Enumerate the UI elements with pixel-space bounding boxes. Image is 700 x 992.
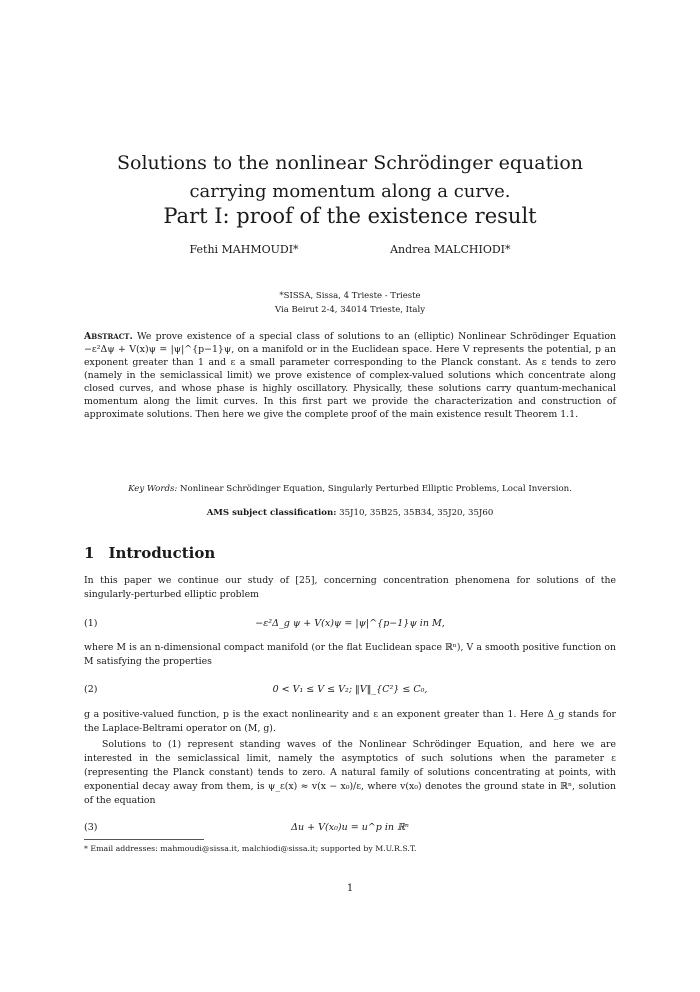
abstract: [84, 330, 616, 421]
footnote-rule: [84, 839, 204, 840]
author-1: Fethi MAHMOUDI*: [189, 243, 299, 256]
abstract-text: We prove existence of a special class of solutions to an (elliptic) Nonlinear Schrödinger Equation −ε²Δψ + V(x)ψ = |ψ|^{p−1}ψ, on a manifold or in the Euclidean space. Here V represents the potential, p an exponent greater than 1 and ε a small parameter corresponding to the Planck constant. As ε tends to zero (namely in the semiclassical limit) we prove existence of complex-valued solutions which concentrate along closed curves, and whose phase is highly oscillatory. Physically, these solutions carry quantum-mechanical momentum along the limit curves. In this first part we provide the characterization and construction of approximate solutions. Then here we give the complete proof of the main existence result Theorem 1.1.: [84, 331, 616, 420]
equation-1: −ε²Δ_g ψ + V(x)ψ = |ψ|^{p−1}ψ in M,: [255, 618, 445, 629]
paper-title-line3: Part I: proof of the existence result: [163, 204, 537, 228]
section-heading: [84, 544, 215, 562]
affiliation-line1: *SISSA, Sissa, 4 Trieste - Trieste: [279, 291, 421, 301]
intro-paragraph-2: where M is an n-dimensional compact manifold (or the flat Euclidean space ℝⁿ), V a smooth positive function on M satisfying the properties: [84, 642, 616, 667]
footnote: * Email addresses: mahmoudi@sissa.it, malchiodi@sissa.it; supported by M.U.R.S.T.: [84, 844, 417, 853]
msc-label: AMS subject classification:: [206, 508, 337, 518]
paper-title-line1: Solutions to the nonlinear Schrödinger equation: [117, 152, 583, 174]
equation-3-number: (3): [84, 822, 98, 833]
equation-2-number: (2): [84, 684, 98, 695]
section-number: 1: [84, 544, 95, 562]
equation-2: 0 < V₁ ≤ V ≤ V₂; ‖V‖_{C²} ≤ C₀,: [272, 684, 428, 695]
section-title: Introduction: [108, 544, 216, 562]
equation-1-number: (1): [84, 618, 98, 629]
affiliation-line2: Via Beirut 2-4, 34014 Trieste, Italy: [274, 305, 426, 315]
page-number: 1: [346, 883, 354, 894]
paper-title-line2: carrying momentum along a curve.: [189, 181, 511, 202]
authors: [0, 243, 700, 256]
keywords-label: Key Words:: [128, 484, 178, 494]
abstract-label: Abstract.: [84, 331, 133, 342]
intro-paragraph-3: g a positive-valued function, p is the exact nonlinearity and ε an exponent greater than 1. Here Δ_g stands for the Laplace-Beltrami operator on (M, g).: [84, 709, 616, 734]
equation-3: Δu + V(x₀)u = u^p in ℝⁿ: [291, 822, 409, 833]
msc-classification: [84, 508, 616, 518]
keywords: [84, 484, 616, 494]
msc-codes: 35J10, 35B25, 35B34, 35J20, 35J60: [339, 508, 494, 518]
author-2: Andrea MALCHIODI*: [390, 243, 511, 256]
keywords-text: Nonlinear Schrödinger Equation, Singularly Perturbed Elliptic Problems, Local Inversion.: [180, 484, 572, 494]
intro-paragraph-1: In this paper we continue our study of [25], concerning concentration phenomena for solutions of the singularly-perturbed elliptic problem: [84, 575, 616, 600]
intro-paragraph-4: Solutions to (1) represent standing waves of the Nonlinear Schrödinger Equation, and here we are interested in the semiclassical limit, namely the asymptotics of such solutions when the parameter ε (representing the Planck constant) tends to zero. A natural family of solutions concentrating at points, with exponential decay away from them, is ψ_ε(x) ≈ v(x − x₀)/ε, where v(x₀) denotes the ground state in ℝⁿ, solution of the equation: [84, 739, 616, 806]
